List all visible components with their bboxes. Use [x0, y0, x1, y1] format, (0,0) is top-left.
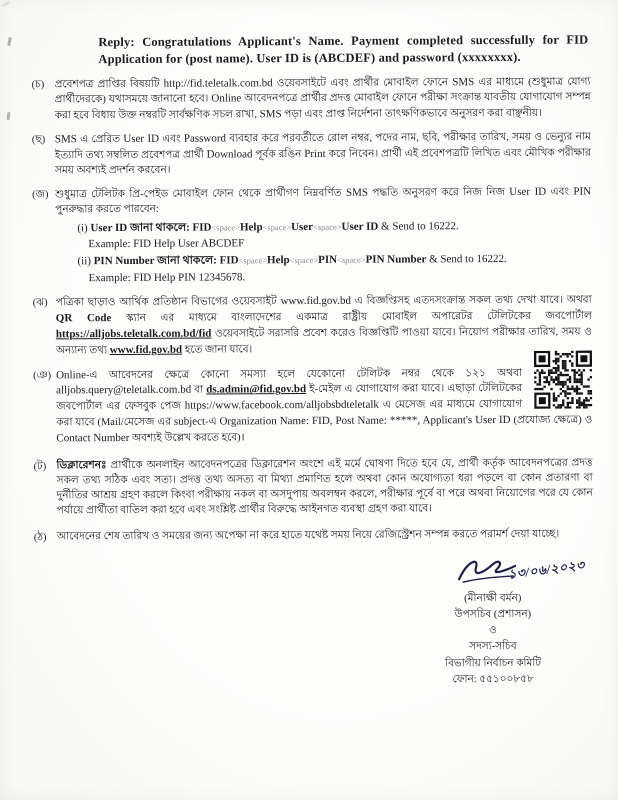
text-segment: অবশ্যই উল্লেখ করতে হবে)। — [129, 432, 245, 445]
section-text — [56, 294, 592, 356]
text-segment: Organization Name: FID, Post Name: *****, Applicant's User ID — [219, 414, 511, 428]
section-chha — [32, 130, 591, 180]
text-segment: SMS — [54, 133, 77, 146]
scan-artifact — [2, 1, 10, 7]
text-segment: Download — [206, 148, 253, 161]
text-segment: User ID — [90, 221, 128, 234]
text-segment: এ বিজ্ঞপ্তিসহ এতদসংক্রান্ত সকল তথ্য দেখা যাবে। অথবা — [350, 294, 592, 307]
section-text — [56, 367, 592, 444]
signature-area — [400, 554, 585, 589]
text-segment: পদ্ধতি অনুসরণ করে নিজ নিজ — [367, 186, 510, 199]
signatory-phone: ফোন: ৫৫১০০৮৫৮ — [452, 673, 534, 686]
document-content — [31, 32, 593, 691]
section-text — [55, 186, 591, 215]
text-segment: (i) — [77, 221, 91, 234]
text-segment: ds.admin@fid.gov.bd — [206, 383, 307, 397]
section-label: (চ) — [31, 78, 45, 90]
signature-date: ১৩/০৬/২০২৩ — [507, 557, 586, 582]
signatory-role-1: উপসচিব (প্রশাসন) — [454, 608, 532, 621]
section-label: (ছ) — [31, 134, 46, 146]
scan-artifact — [7, 37, 12, 46]
section-text — [57, 528, 559, 542]
section-label: (ঝ) — [32, 297, 48, 309]
text-segment: PIN Number — [93, 255, 155, 268]
text-segment: SMS — [259, 108, 282, 121]
text-segment: ব্যবহার করে পরবর্তীতে রোল নম্বর, পদের নাম, ছবি, পরীক্ষার তারিখ, সময় ও ভেন্যুর নাম ইত্যাদি তথ্য সম্বলিত প্রবেশপত্র প্রার্থী — [54, 131, 591, 162]
text-segment: ওয়েবসাইটে সরাসরি প্রবেশ করেও বিজ্ঞপ্তিটি পাওয়া যাবে। নিয়োগ পরীক্ষার তারিখ, সময় ও অন্যান্য তথ্য — [55, 326, 592, 356]
sms-example-i: Example: FID Help User ABCDEF — [88, 237, 245, 251]
text-segment: করে নিবেন। প্রার্থী এই প্রবেশপত্রটি লিখিত এবং মৌখিক পরীক্ষার সময় অবশ্যই প্রদর্শন করবেন। — [54, 147, 591, 177]
text-segment: শুধুমাত্র টেলিটক প্রি-পেইড মোবাইল ফোন থেকে প্রার্থীগণ নিম্নবর্ণিত — [55, 187, 346, 201]
text-segment: Help — [267, 254, 290, 267]
text-segment: Password — [183, 132, 227, 145]
text-segment: https://www.facebook.com/alljobsbdteletalk — [184, 399, 379, 413]
text-segment: আবেদনপত্রে প্রার্থীর প্রদত্ত মোবাইল ফোনে পরীক্ষা সংক্রান্ত যাবতীয় যোগাযোগ সম্পন্ন করা হবে বিধায় উক্ত নম্বরটি সার্বক্ষণিক সচল রাখা, — [54, 91, 591, 122]
text-segment: alljobs.query@teletalk.com.bd — [56, 384, 192, 397]
signatory-role-2: সদস্য-সচিব — [469, 641, 517, 653]
text-segment: PIN — [573, 185, 592, 198]
text-segment: subject — [173, 415, 206, 429]
section-nga — [33, 365, 592, 447]
text-segment: User ID — [509, 185, 547, 198]
text-segment: Online — [211, 92, 242, 105]
text-segment: এর মাধ্যমে (শুধুমাত্র যোগ্য প্রার্থীদেরকে) যথাসময়ে জানানো হবে। — [54, 76, 591, 106]
section-label: (জ) — [32, 189, 49, 201]
text-segment: বা — [191, 385, 207, 397]
text-segment: আবেদনের শেষ তারিখ ও সময়ের জন্য অপেক্ষা না করে হাতে যথেষ্ট সময় নিয়ে রেজিস্ট্রেশন সম্পন্ন করতে পরামর্শ দেয়া যাচ্ছে। — [56, 528, 560, 543]
section-text — [57, 458, 593, 517]
text-segment: এ প্রেরিত — [76, 134, 124, 146]
text-segment: ই-মেইল এ যোগাযোগ করা যাবে। এছাড়া টেলিটকের জবপোর্টাল এর ফেসবুক পেজ — [56, 383, 523, 413]
text-segment: পূর্বক রঙিন — [252, 149, 305, 161]
text-segment: PIN — [318, 254, 338, 267]
text-segment: <space> — [313, 221, 342, 232]
section-cha — [32, 74, 591, 125]
qr-code-image — [534, 350, 592, 408]
qr-code — [534, 350, 592, 408]
text-segment: প্রার্থীকে অনলাইন আবেদনপত্রের ডিক্লারেশন অংশে এই মর্মে ঘোষণা দিতে হবে যে, প্রার্থী কর্তৃক আবেদনপত্রের প্রদত্ত সকল তথ্য সঠিক এবং সত্য। প্রদত্ত তথ্য অসত্য বা মিথ্যা প্রমাণিত হলে অথবা কোন অযোগ্যতা ধরা পড়লে বা কোন প্রতারণা বা দুর্নীতির আশ্রয় গ্রহণ করলে কিংবা পরীক্ষায় নকল বা অসদুপায় অবলম্বন করলে, পরীক্ষার পূর্বে বা পরে অথবা নিয়োগের পরে যে কোন পর্যায়ে প্রার্থীতা বাতিল করা হবে এবং সংশ্লিষ্ট প্রার্থীর বিরুদ্ধে আইনগত ব্যবস্থা গ্রহণ করা যাবে। — [56, 457, 593, 517]
text-segment: QR Code — [55, 311, 112, 325]
text-segment: এবং — [546, 186, 574, 198]
text-segment: <space> — [337, 255, 366, 266]
text-segment: হতে জানা যাবে। — [182, 343, 253, 356]
text-segment: স্ক্যান এর মাধ্যমে বাংলাদেশের একমাত্র রাষ্ট্রীয় মোবাইল অপারেটর টেলিটকের জবপোর্টাল — [111, 310, 592, 324]
text-segment: এ মেসেজ এর মাধ্যমে যোগাযোগ করা যাবে (Mail/মেসেজ এর — [56, 399, 523, 429]
text-segment: Contact Number — [56, 432, 130, 445]
text-segment: www.fid.gov.bd — [109, 343, 183, 356]
sms-format-item-i — [32, 218, 591, 235]
text-segment: ওয়েবসাইটে এবং প্রার্থীর মোবাইল ফোনে — [272, 76, 453, 89]
section-text — [55, 132, 591, 177]
text-segment: -এ আবেদনের ক্ষেত্রে কোনো সমস্যা হলে যেকোনো টেলিটক নম্বর থেকে ১২১ অথবা — [85, 367, 523, 381]
text-segment: SMS — [345, 186, 369, 199]
text-segment: -এ — [205, 416, 220, 428]
signatory-role-3: বিভাগীয় নির্বাচন কমিটি — [445, 657, 542, 669]
text-segment: Help — [239, 221, 263, 234]
sms-example-ii: Example: FID Help PIN 12345678. — [88, 270, 246, 284]
section-thaa — [34, 527, 593, 545]
text-segment: প্রবেশপত্র প্রাপ্তির বিষয়টি — [54, 78, 164, 90]
text-segment: Online — [56, 368, 87, 381]
text-segment: PIN Number — [365, 253, 427, 267]
text-segment: পত্রিকা ছাড়াও আর্থিক প্রতিষ্ঠান বিভাগের ওয়েবসাইট — [55, 296, 281, 309]
text-segment: ডিক্লারেশনঃ — [56, 460, 107, 472]
text-segment: <space> — [238, 255, 268, 266]
scan-artifact — [7, 112, 11, 120]
section-jha — [33, 292, 592, 359]
text-segment: www.fid.gov.bd — [280, 294, 351, 308]
section-label: (ট) — [33, 461, 47, 473]
text-segment: & Send to 16222. — [378, 219, 459, 233]
section-ja — [32, 184, 591, 218]
sms-reply-note: Reply: Congratulations Applicant's Name. Payment completed successfully for FID Application for (post name). User ID is (ABCDEF) and password (xxxxxxxx). — [98, 32, 589, 67]
text-segment: User ID — [341, 220, 379, 233]
text-segment: User — [291, 220, 314, 233]
text-segment: https://alljobs.teletalk.com.bd/fid — [55, 327, 212, 341]
signatory-name: (মীনাক্ষী বর্মন) — [464, 592, 522, 604]
signature-block — [400, 554, 586, 689]
text-segment: User ID — [123, 133, 160, 146]
text-segment: <space> — [211, 222, 240, 233]
text-segment: SMS — [452, 75, 475, 88]
text-segment: & Send to 16222. — [426, 253, 507, 266]
text-segment: (প্রযোজ্য ক্ষেত্রে) ও — [510, 414, 593, 427]
text-segment: পড়া এবং প্রাপ্ত নির্দেশনা তাৎক্ষণিকভাবে অনুসরণ করা বাঞ্ছনীয়। — [281, 108, 542, 121]
sms-format-item-ii — [32, 252, 591, 269]
text-segment: জানা থাকলে: — [127, 221, 193, 234]
text-segment: <space> — [262, 221, 292, 233]
text-segment: <space> — [289, 255, 319, 266]
section-label: (ঠ) — [33, 532, 47, 544]
text-segment: FID — [192, 221, 212, 234]
text-segment: Print — [304, 148, 326, 161]
section-ta — [34, 457, 593, 520]
text-segment: এবং — [159, 133, 184, 146]
text-segment: http://fid.teletalk.com.bd — [163, 76, 273, 90]
section-label: (ঞ) — [33, 369, 52, 382]
text-segment: FID — [219, 254, 239, 267]
section-text — [55, 76, 591, 122]
signatory-conjunction: ও — [489, 625, 497, 637]
text-segment: (ii) — [77, 255, 94, 268]
text-segment: পুনরুদ্ধার করতে পারবেন: — [55, 203, 159, 216]
text-segment: জানা থাকলে: — [154, 254, 220, 268]
